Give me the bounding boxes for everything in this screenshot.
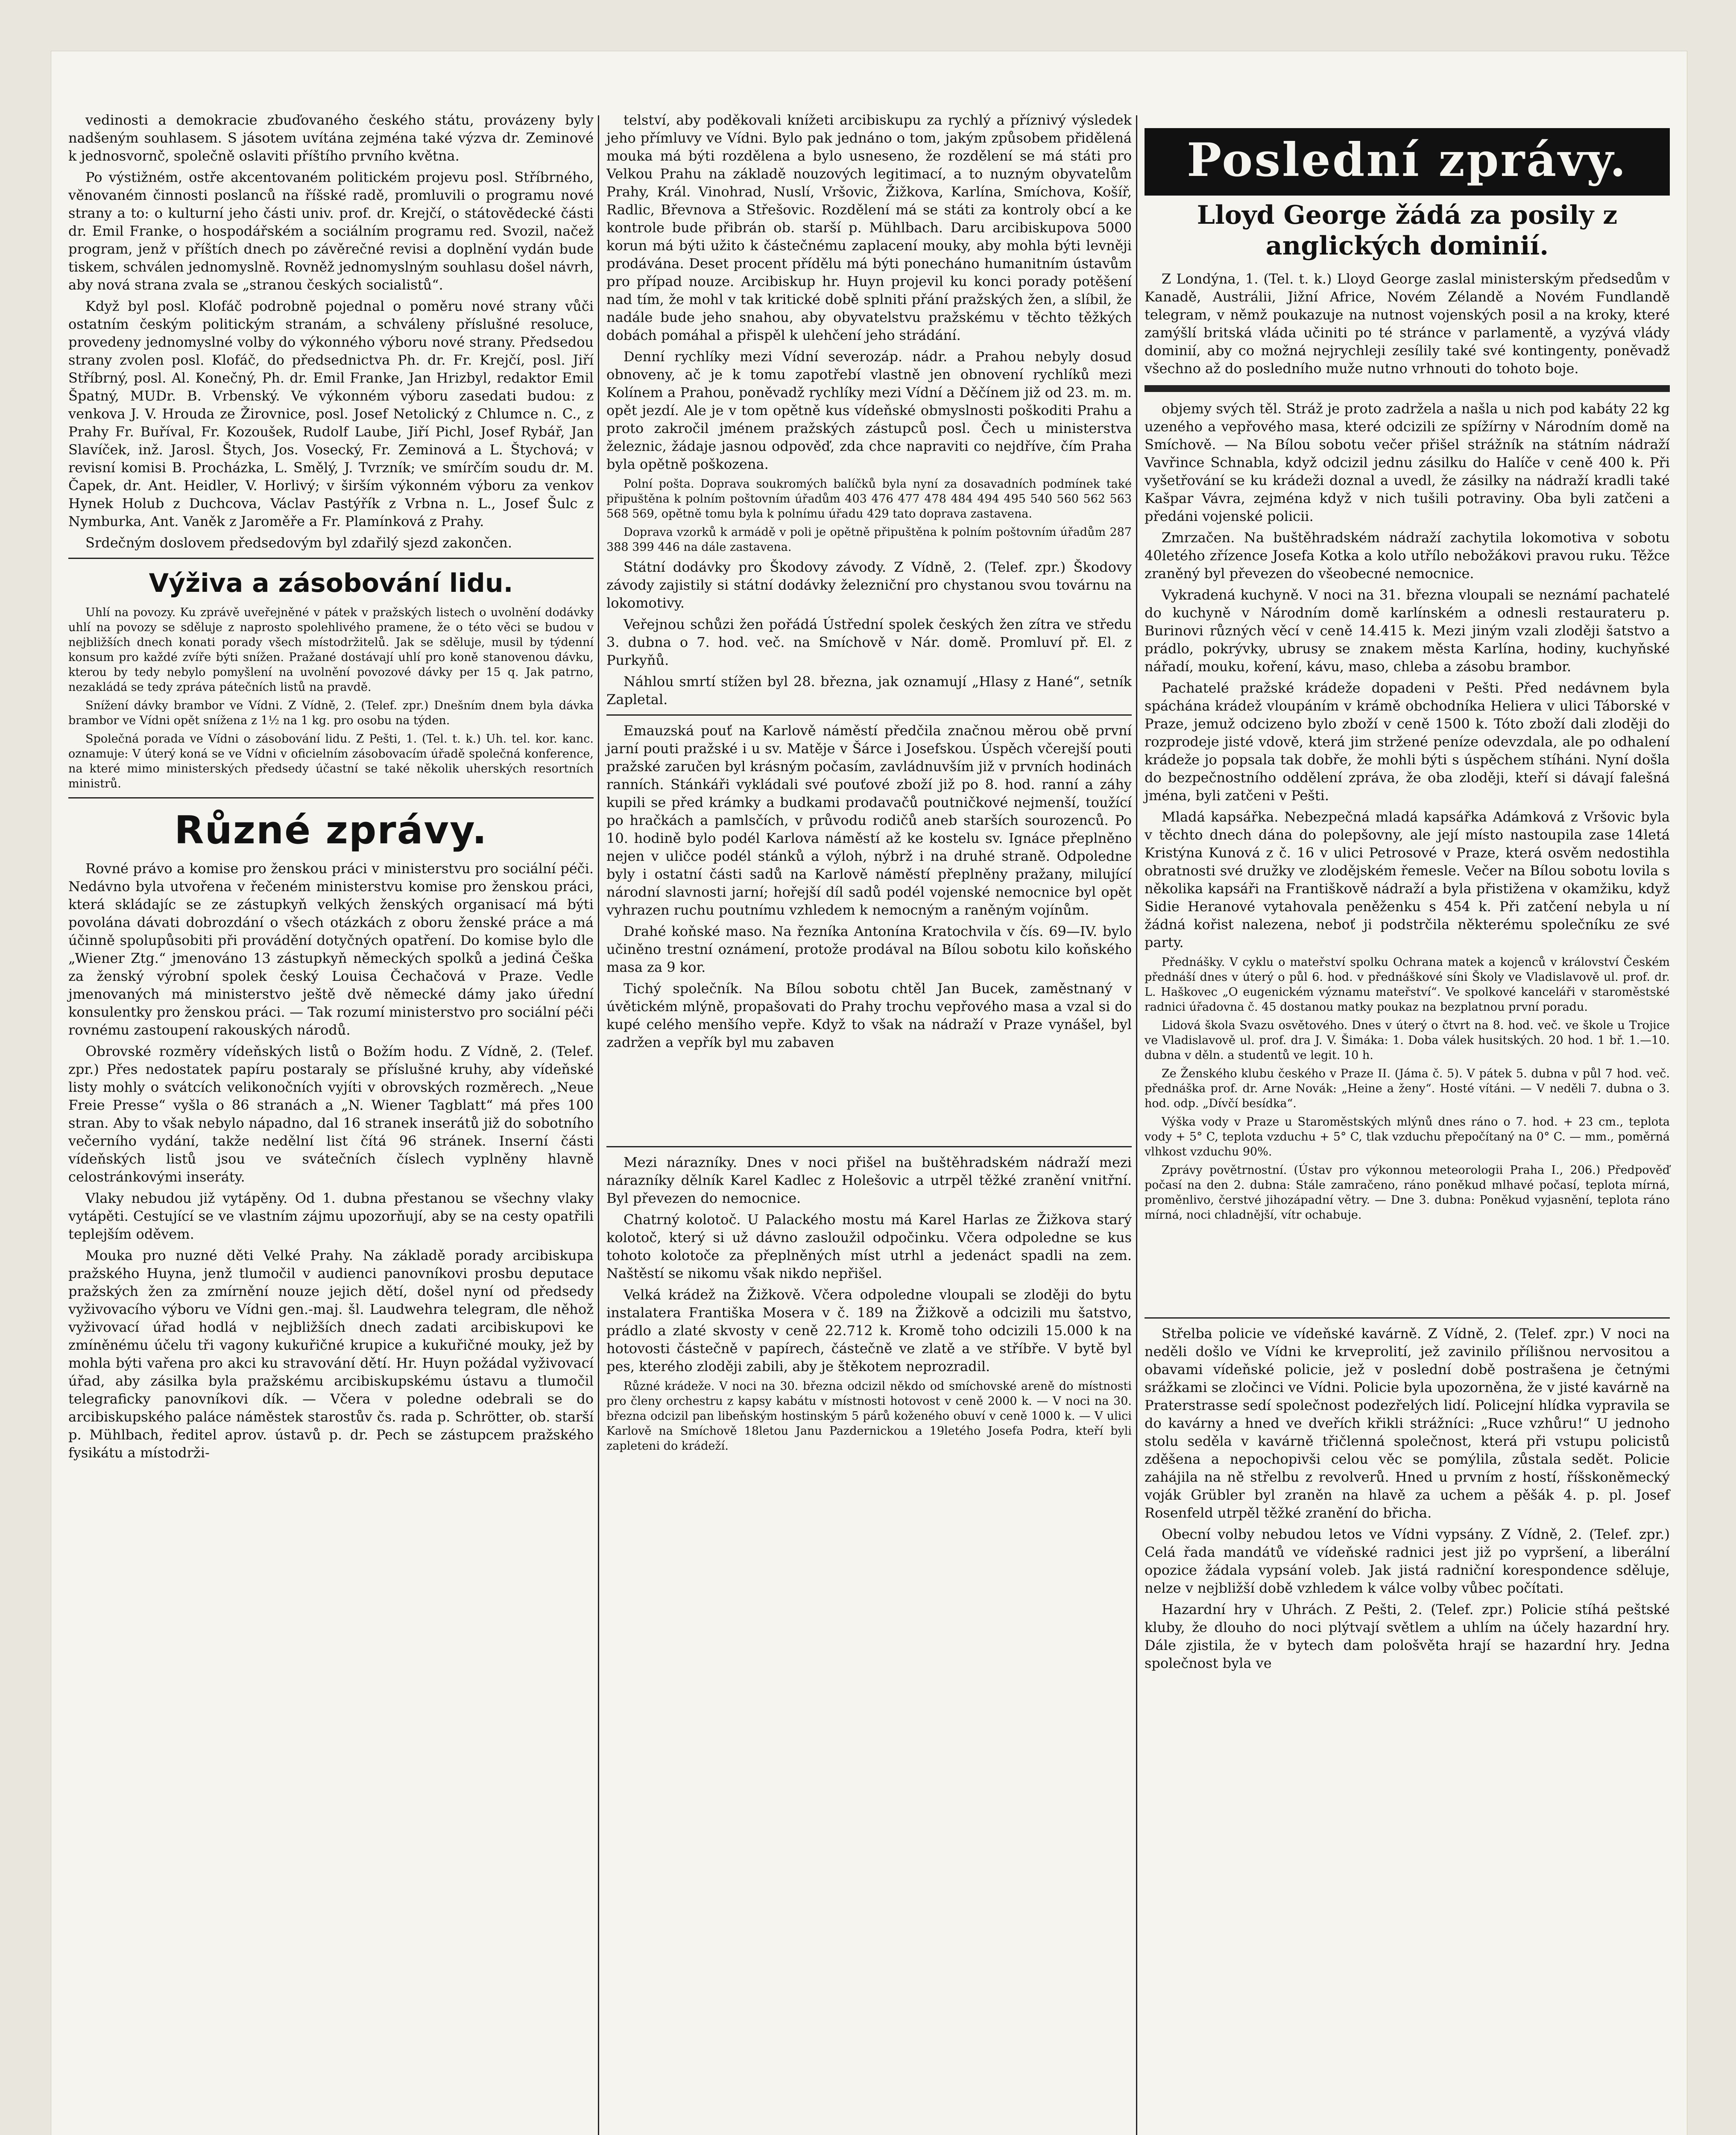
news-item: Mouka pro nuzné děti Velké Prahy. Na základě porady arcibiskupa pražského Huyna, jenž tlumočil v audienci panovníkovi prosbu deputace pražských žen za zmírnění nouze jejich dětí, došel nyní od předsedy vyživovacího výboru ve Vídni gen.-maj. šl. Laudwehra telegram, dle něhož vyživovací úřad hodlá v nejbližších dnech zadati arcibiskupovi ke zmíněnému účelu tři vagony kukuřičné krupice a kukuřičné mouky, jež by mohla býti vařena pro akci ku stravování dětí. Hr. Huyn požádal vyživovací úřad, aby zásilka byla pražskému arcibiskupskému ústavu a tlumočil telegraficky panovníkovi dík. — Včera v poledne odebrali se do arcibiskupského paláce náměstek starostův čs. rada p. Schrötter, ob. starší p. Mühlbach, ředitel aprov. ústavů p. dr. Pech se zástupcem pražského fysikátu a místodrži- <box>68 1247 594 1461</box>
section-divider <box>1145 1317 1670 1319</box>
column-2 <box>606 111 1132 1457</box>
column-1 <box>68 111 594 1465</box>
news-item: Zprávy povětrnostní. (Ústav pro výkonnou meteorologii Praha I., 206.) Předpověď počasí na den 2. dubna: Stále zamračeno, ráno poněkud mlhavé počasí, teplota mírná, proměnlivo, čerstvé jihozápadní větry. — Dne 3. dubna: Poněkud vyjasnění, teplota ráno mírná, noci chladnější, vítr ochabuje. <box>1145 1164 1670 1222</box>
news-item: Doprava vzorků k armádě v poli je opětně připuštěna k polním poštovním úřadům 287 388 399 446 na dále zastavena. <box>606 526 1132 554</box>
news-item: Různé krádeže. V noci na 30. března odcizil někdo od smíchovské areně do místnosti pro členy orchestru z kapsy kabátu v místnosti hotovost v ceně 2000 k. — V noci na 30. března odcizil pan libeňským hostinským 5 párů koženého obuví v ceně 1000 k. — V ulici Karlově na Smíchově 18letou Janu Pazdernickou a 19letého Josefa Podra, kteří byli zapleteni do krádeží. <box>606 1380 1132 1453</box>
news-item: Státní dodávky pro Škodovy závody. Z Vídně, 2. (Telef. zpr.) Škodovy závody zajistily si státní dodávky železniční pro chystanou svou továrnu na lokomotivy. <box>606 559 1132 611</box>
article-paragraph: Srdečným doslovem předsedovým byl zdařilý sjezd zakončen. <box>85 535 512 551</box>
news-item: Rovné právo a komise pro ženskou práci v ministerstvu pro sociální péči. Nedávno byla utvořena v řečeném ministerstvu komise pro ženskou práci, která skládajíc se ze zástupkyň velkých ženských organisací má býti povolána dávati dobrozdání o všech otázkách z oboru ženské práce a má účinně spolupůsobiti při provádění dotyčných opatření. Do komise bylo dle „Wiener Ztg.“ jmenováno 13 zástupkyň německých spolků a jediná Češka za ženský výrobní spolek český Louisa Čechačová v Praze. Vedle jmenovaných má ministerstvo ještě dvě německé dámy jako úřední konsulentky pro ženskou práci. — Tak rozumí ministerstvo pro sociální péči rovnému zastoupení rakouských národů. <box>68 860 594 1038</box>
column-rule <box>1136 115 1137 2135</box>
column-rule <box>598 115 599 2135</box>
news-item: Ze Ženského klubu českého v Praze II. (Jáma č. 5). V pátek 5. dubna v půl 7 hod. več. přednáška prof. dr. Arne Novák: „Heine a ženy“. Hosté vítáni. — V neděli 7. dubna o 3. hod. odp. „Dívčí besídka“. <box>1145 1067 1670 1110</box>
article-paragraph: vedinosti a demokracie zbuďovaného českého státu, provázeny byly nadšeným souhlasem. S jásotem uvítána zejména také výzva dr. Zeminové k jednosvornč, společně oslaviti příštího prvního května. <box>68 112 594 164</box>
column-3 <box>1145 111 1670 1676</box>
news-item: Emauzská pouť na Karlově náměstí předčila značnou měrou obě první jarní pouti pražské i u sv. Matěje v Šárce i Josefskou. Úspěch včerejší pouti pražské zaručen byl krásným počasím, zavládnuvším již v prvních hodinách ranních. Stánkáři vykládali své pouťové zboží již po 8. hod. ranní a záhy kupili se před krámky a budkami prodavačů poutničkové nejmenší, toužící po hračkách a pamlsčích, v průvodu rodičů aneb starších sourozenců. Po 10. hodině bylo podél Karlova náměstí až ke kostelu sv. Ignáce přeplněno nejen v uličce podél stánků a výloh, nýbrž i na druhé straně. Odpoledne byly i ostatní části sadů na Karlově náměstí přeplněny pražany, milující národní slavnosti jarní; hořejší díl sadů podél vojenské nemocnice byl opět vyhrazen ruchu poutnímu vzhledem k nemocným a raněným vojínům. <box>606 722 1132 918</box>
headline-lloyd-george: Lloyd George žádá za posily z anglických dominií. <box>1197 200 1618 261</box>
news-item: Denní rychlíky mezi Vídní severozáp. nádr. a Prahou nebyly dosud obnoveny, ač je k tomu zapotřebí vlastně jen obnovení rychlíků mezi Kolínem a Prahou, poněvadž rychlíky mezi Vídní a Děčínem již od 23. m. m. opět jezdí. Ale je v tom opětně kus vídeňské obmyslnosti poškoditi Prahu a proto zakročil jménem pražských zástupců posl. Čech u ministerstva železnic, žádaje jasnou odpověď, zda chce napraviti co nejdříve, čím Praha byla opětně poškozena. <box>606 348 1132 472</box>
news-item: Snížení dávky brambor ve Vídni. Z Vídně, 2. (Telef. zpr.) Dnešním dnem byla dávka brambor ve Vídni opět snížena z 1½ na 1 kg. pro osobu na týden. <box>68 699 594 727</box>
news-item: Vykradená kuchyně. V noci na 31. března vloupali se neznámí pachatelé do kuchyně v Národním domě karlínském a odnesli restaurateru p. Burinovi různých věcí v ceně 14.415 k. Mezi jiným vzali zloději šatstvo a prádlo, pokrývky, ubrusy se znakem města Karlína, hodiny, kuchyňské nářadí, mouku, koření, kávu, maso, chleba a zásobu brambor. <box>1145 587 1670 675</box>
news-item: Obecní volby nebudou letos ve Vídni vypsány. Z Vídně, 2. (Telef. zpr.) Celá řada mandátů ve vídeňské radnici jest již po vypršení, a liberální opozice žádala vypsání voleb. Jak jistá radniční korespondence sděluje, nelze v nejbližší době vzhledem k válce volby vůbec počítati. <box>1145 1526 1670 1596</box>
news-item: Drahé koňské maso. Na řezníka Antonína Kratochvila v čís. 69—IV. bylo učiněno trestní oznámení, protože prodával na Bílou sobotu kilo koňského masa za 9 kor. <box>606 923 1132 975</box>
article-paragraph: Když byl posl. Klofáč podrobně pojednal o poměru nové strany vůči ostatním českým politickým stranám, a schváleny příslušné resoluce, provedeny jednomyslné volby do výkonného výboru nové strany. Předsedou strany zvolen posl. Klofáč, do předsednictva Ph. dr. Fr. Krejčí, posl. Jiří Stříbrný, posl. Al. Konečný, Ph. dr. Emil Franke, Jan Hrizbyl, redaktor Emil Špatný, MUDr. B. Vrbenský. Ve výkonném výboru zasedati budou: z venkova J. V. Hrouda ze Žirovnice, posl. Josef Netolický z Chlumce n. C., z Prahy Fr. Buříval, Fr. Kozoušek, Rudolf Laube, Jiří Pichl, Josef Rybář, Jan Slavíček, inž. Jarosl. Štych, Jos. Vosecký, Fr. Zeminová a L. Štychová; v revisní komisi B. Procházka, L. Smělý, J. Tvrzník; ve smírčím soudu dr. M. Čapek, dr. Ant. Heidler, V. Horlivý; v širším výkonném výboru za venkov Hynek Holub z Duchcova, Václav Pastýřík z Vrbna n. L., Josef Šulc z Nymburka, Ant. Vaněk z Jaroměře a Fr. Plamínková z Prahy. <box>68 298 594 529</box>
section-divider-heavy <box>1145 385 1670 392</box>
section-divider <box>606 714 1132 716</box>
news-item: Náhlou smrtí stížen byl 28. března, jak oznamují „Hlasy z Hané“, setník Zapletal. <box>606 673 1132 708</box>
news-item: Uhlí na povozy. Ku zprávě uveřejněné v pátek v pražských listech o uvolnění dodávky uhlí na povozy se sděluje z naprosto spolehlivého pramene, že o této věci se budou v nejbližších dnech konati porady všech místodržitelů. Jak se sděluje, musil by týdenní konsum pro každé zvíře býti snížen. Pražané dostávají uhlí pro koně stanovenou dávku, kterou by tedy nebylo pomyšlení na uvolnění povozové dávky per 15 q. Jak patrno, nezakládá se tedy zpráva pátečních listů na pravdě. <box>68 606 594 694</box>
news-item: Střelba policie ve vídeňské kavárně. Z Vídně, 2. (Telef. zpr.) V noci na neděli došlo ve Vídni ke krveprolití, jež zavinilo přílišnou nervositou a obavami vídeňské policie, jež v poslední době postrašena je četnými srážkami se zločinci ve Vídni. Policie byla upozorněna, že v jisté kavárně na Praterstrasse sedí společnost podezřelých lidí. Policejní hlídka vypravila se do kavárny a hned ve dveřích křikli strážníci: „Ruce vzhůru!“ U jednoho stolu seděla v kavárně třičlenná společnost, která při vstupu policistů zděšena a nepochopivši celou věc se pomýlila, zůstala sedět. Policie zahájila na ně střelbu z revolverů. Hned u prvním z hostí, říšskoněmecký voják Grübler byl zraněn na hlavě za uchem a pěšák 4. p. pl. Josef Rosenfeld utrpěl těžké zranění do břicha. <box>1145 1325 1670 1521</box>
section-heading-ruzne: Různé zprávy. <box>174 808 488 853</box>
article-paragraph: Po výstižném, ostře akcentovaném politickém projevu posl. Stříbrného, věnovaném činnosti poslanců na říšské radě, promluvili o programu nové strany a to: o kulturní jeho části univ. prof. dr. Krejčí, o státovědecké části dr. Emil Franke, o hospodářském a sociálním programu red. Svozil, načež program, jenž v příštích dnech po závěrečné revisi a doplnění vydán bude tiskem, schválen jednomyslně. Rovněž jednomyslným souhlasu došel návrh, aby nová strana zvala se „stranou českých socialistů“. <box>68 169 594 293</box>
news-item: Tichý společník. Na Bílou sobotu chtěl Jan Bucek, zaměstnaný v úvětickém mlýně, propašovati do Prahy trochu vepřového masa a vzal si do kupé celého menšího vepře. Když to však na nádraží v Praze vynášel, byl zadržen a vepřík byl mu zabaven <box>606 980 1132 1050</box>
section-divider <box>68 797 594 798</box>
news-item: objemy svých těl. Stráž je proto zadržela a našla u nich pod kabáty 22 kg uzeného a vepřového masa, které odcizili ze spížírny v Národním domě na Smíchově. — Na Bílou sobotu večer přišel strážník na státním nádraží Vavřince Schnabla, když odcizil jednu zásilku do Halíče v ceně 400 k. Při vyšetřování se ku krádeži doznal a uvedl, že zásilky na nádraží kradli také Kašpar Vávra, zejména když v nich tušili potraviny. Oba byli zatčeni a předáni vojenské policii. <box>1145 401 1670 524</box>
news-item: Velká krádež na Žižkově. Včera odpoledne vloupali se zloději do bytu instalatera Františka Mosera v č. 189 na Žižkově a odcizili mu šatstvo, prádlo a zlaté skvosty v ceně 22.712 k. Kromě toho odcizili 15.000 k na hotovosti částečně v papírech, částečně ve zlatě a ve stříbře. V bytě byl pes, kterého zloději zabili, aby je štěkotem neprozradil. <box>606 1287 1132 1375</box>
banner-posledni-zpravy: Poslední zprávy. <box>1145 128 1670 196</box>
news-item: Pachatelé pražské krádeže dopadeni v Pešti. Před nedávnem byla spáchána krádež vloupáním v krámě obchodníka Heliera v ulici Táborské v Praze, jemuž odcizeno bylo zboží v ceně 1500 k. Tóto zboží dali zloději do rozprodeje jisté vdově, která jim stržené peníze odevzdala, ale po odhalení krádeže jo popsala tak dobře, že mohli býti s úspěchem stíháni. Nyní došla do bezpečnostního oddělení zpráva, že oba zloději, kteří si dávají falešná jména, byli zatčeni v Pešti. <box>1145 680 1670 804</box>
newspaper-page <box>51 51 1687 2135</box>
section-heading-vyziva: Výživa a zásobování lidu. <box>149 568 513 598</box>
news-item: Zmrzačen. Na buštěhradském nádraží zachytila lokomotiva v sobotu 40letého zřízence Josefa Kotka a kolo utřílo nebožákovi pravou ruku. Těžce zraněný byl převezen do všeobecné nemocnice. <box>1145 529 1670 582</box>
news-item: Obrovské rozměry vídeňských listů o Božím hodu. Z Vídně, 2. (Telef. zpr.) Přes nedostatek papíru postaraly se příslušné kruhy, aby vídeňské listy mohly o svátcích velikonočních vyjíti v obrovských rozměrech. „Neue Freie Presse“ vyšla o 86 stranách a „N. Wiener Tagblatt“ má přes 100 stran. Aby to však nebylo nápadno, dal 16 stranek inserátů již do sobotního večerního vydání, takže nedělní list čítá 96 stránek. Inserní části vídeňských listů jsou ve svátečních číslech vyplněny hlavně celostránkovými inseráty. <box>68 1043 594 1185</box>
news-item: Chatrný kolotoč. U Palackého mostu má Karel Harlas ze Žižkova starý kolotoč, který si už dávno zasloužil odpočinku. Včera odpoledne se kus tohoto kolotoče za přeplněných míst utrhl a jedenáct spadli na zem. Naštěstí se nikomu však nikdo nepřišel. <box>606 1211 1132 1281</box>
section-divider <box>606 1146 1132 1147</box>
news-item: Lidová škola Svazu osvětového. Dnes v úterý o čtvrt na 8. hod. več. ve škole u Trojice ve Vladislavově ul. prof. dra J. V. Šimáka: 1. Doba válek husitských. 20 hod. 1 bř. 1.—10. dubna v děln. a studentů ve legit. 10 h. <box>1145 1019 1670 1062</box>
news-item: Výška vody v Praze u Staroměstských mlýnů dnes ráno o 7. hod. + 23 cm., teplota vody + 5° C, teplota vzduchu + 5° C, tlak vzduchu přepočítaný na 0° C. — mm., poměrná vlhkost vzduchu 90%. <box>1145 1115 1670 1158</box>
news-item: Veřejnou schůzi žen pořádá Ústřední spolek českých žen zítra ve středu 3. dubna o 7. hod. več. na Smíchově v Nár. domě. Promluví př. El. z Purkyňů. <box>606 616 1132 668</box>
news-item: Přednášky. V cyklu o mateřství spolku Ochrana matek a kojenců v království Českém přednáší dnes v úterý o půl 6. hod. v přednáškové síni Školy ve Vladislavově ul. prof. dr. L. Haškovec „O eugenickém významu mateřství“. Ve spolkové kanceláři v staroměstské radnici úřadovna č. 45 dostanou matky poukaz na bezplatnou první poradu. <box>1145 956 1670 1014</box>
news-item: telství, aby poděkovali knížeti arcibiskupu za rychlý a příznivý výsledek jeho přímluvy ve Vídni. Bylo pak jednáno o tom, jakým způsobem přidělená mouka má býti rozdělena a bylo usneseno, že rozdělení se má státi pro Velkou Prahu na základě nouzových legitimací, a to nuzným obyvatelům Prahy, Král. Vinohrad, Nuslí, Vršovic, Žižkova, Karlína, Smíchova, Košíř, Radlic, Břevnova a Střešovic. Rozdělení má se státi za kontroly obcí a ke kontrole bude přibrán ob. starší p. Mühlbach. Daru arcibiskupova 5000 korun má býti užito k částečnému zaplacení mouky, aby mohla býti levněji prodávána. Deset procent přídělu má býti ponecháno humanitním ústavům pro případ nouze. Arcibiskup hr. Huyn projevil ku konci porady potěšení nad tím, že mohl v tak kritické době splniti přání pražských žen, a slíbil, že nadále bude jeho snahou, aby obyvatelstvu pražskému v těchto těžkých dobách pomáhal a přispěl k ulehčení jeho strádání. <box>606 112 1132 343</box>
section-divider <box>68 558 594 559</box>
page-gap <box>1145 1226 1670 1311</box>
news-item: Hazardní hry v Uhrách. Z Pešti, 2. (Telef. zpr.) Policie stíhá peštské kluby, že dlouho do noci plýtvají světlem a uhlím na účely hazardní hry. Dále zjistila, že v bytech dam pološvěta hrají se hazardní hry. Jedna společnost byla ve <box>1145 1601 1670 1671</box>
news-item: Polní pošta. Doprava soukromých balíčků byla nyní za dosavadních podmínek také připuštěna k polním poštovním úřadům 403 476 477 478 484 494 495 540 560 562 563 568 569, opětně tomu byla k polnímu úřadu 429 tato doprava zastavena. <box>606 477 1132 521</box>
news-item: Z Londýna, 1. (Tel. t. k.) Lloyd George zaslal ministerským předsedům v Kanadě, Austrálii, Jižní Africe, Novém Zélandě a Novém Fundlandě telegram, v němž poukazuje na nutnost vojenských posil a na kroky, které zamýšlí britská vláda učiniti po té stránce v parlamentě, a vyzývá vlády dominií, aby co možná nejrychleji zesílily také své kontingenty, poněvadž všechno až do posledního muže nutno vrhnouti do tohoto boje. <box>1145 271 1670 377</box>
news-item: Mladá kapsářka. Nebezpečná mladá kapsářka Adámková z Vršovic byla v těchto dnech dána do polepšovny, ale její místo nastoupila zase 14letá Kristýna Kunová z č. 16 v ulici Petrosové v Praze, která osvěm nedostihla obratnosti své družky ve zlodějském řemesle. Večer na Bílou sobotu lovila s několika kapsáři na Františkově nádraží a byla přistižena v okamžiku, když Sidie Heranové vytahovala peněženku s 454 k. Při zatčení nebyla u ní žádná kořist nalezena, neboť ji podstrčila některému společníku ze své party. <box>1145 809 1670 951</box>
page-gap <box>606 1055 1132 1140</box>
news-item: Mezi nárazníky. Dnes v noci přišel na buštěhradském nádraží mezi nárazníky dělník Karel Kadlec z Holešovic a utrpěl těžké zranění vnitřní. Byl převezen do nemocnice. <box>606 1154 1132 1206</box>
news-item: Společná porada ve Vídni o zásobování lidu. Z Pešti, 1. (Tel. t. k.) Uh. tel. kor. kanc. oznamuje: V úterý koná se ve Vídni v oficielním zásobovacím úřadě společná konference, na které mimo ministerských předsedy účastní se také několik uherských resortních ministrů. <box>68 732 594 790</box>
news-item: Vlaky nebudou již vytápěny. Od 1. dubna přestanou se všechny vlaky vytápěti. Cestující se ve vlastním zájmu upozorňují, aby se na cesty opatřili teplejším oděvem. <box>68 1190 594 1242</box>
